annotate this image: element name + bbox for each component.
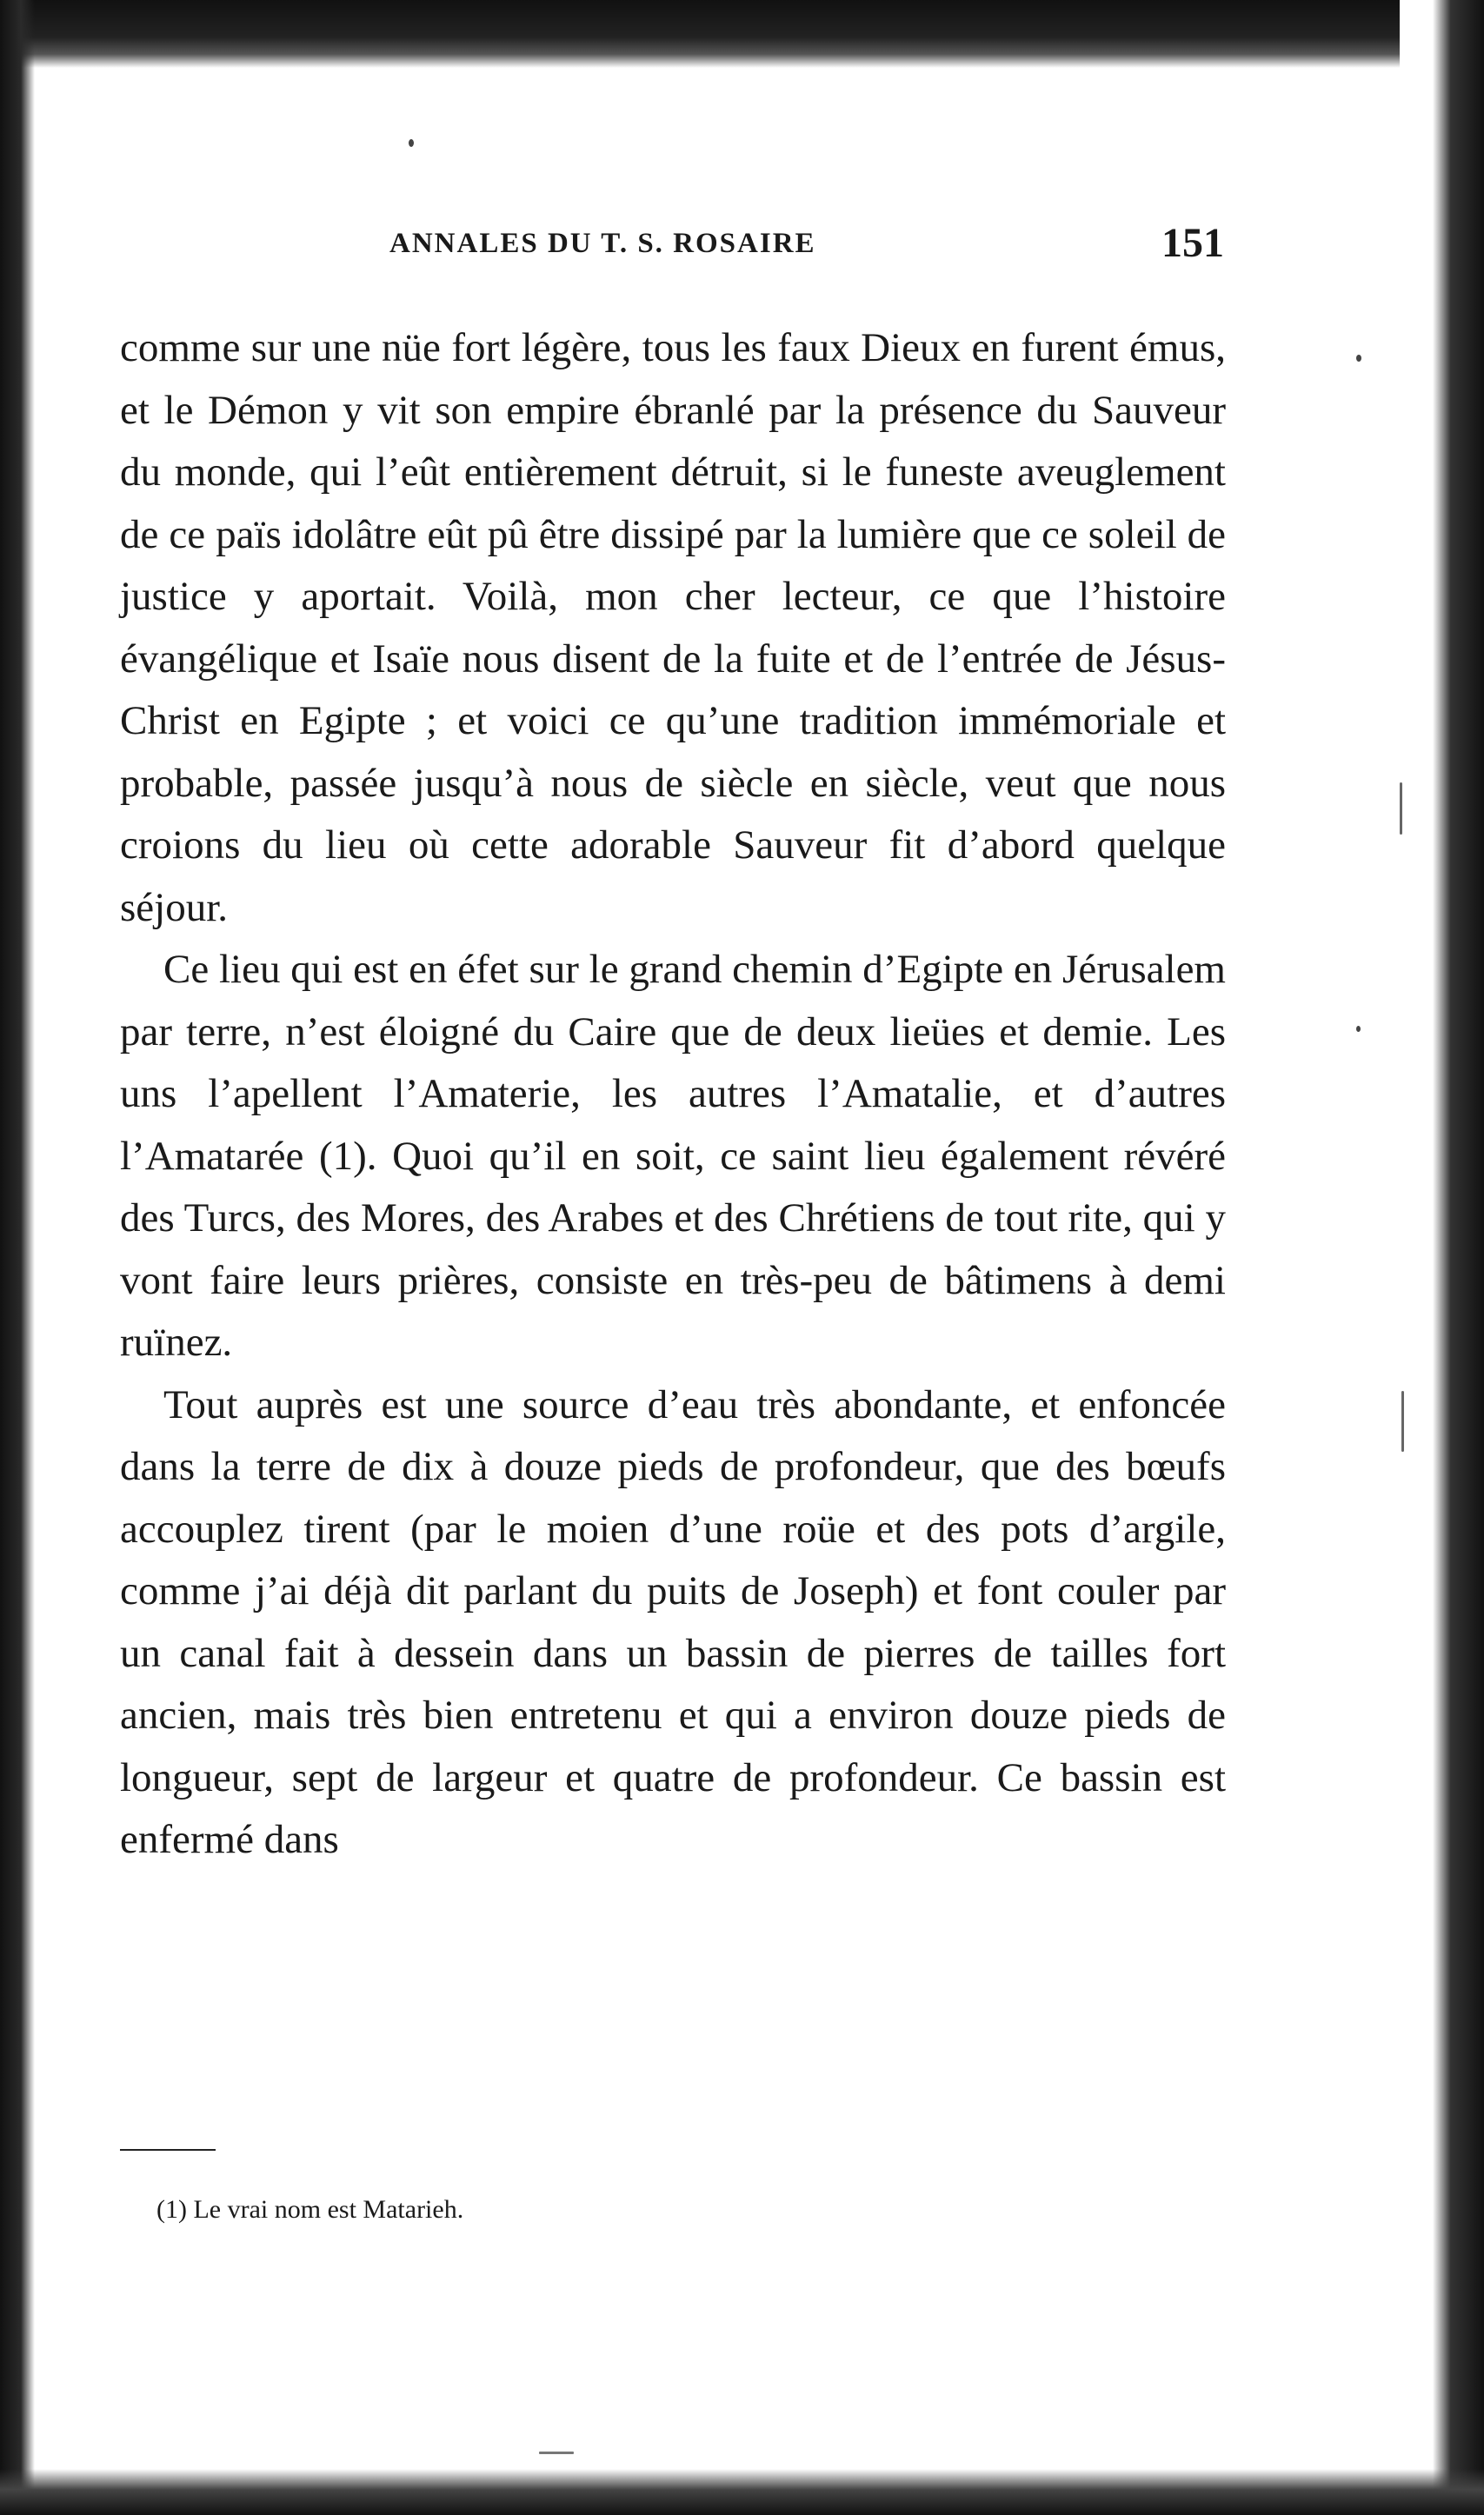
scan-speck: [409, 139, 414, 147]
page-number: 151: [1161, 220, 1224, 266]
scan-border-left: [0, 0, 35, 2515]
scan-border-top: [0, 0, 1400, 68]
scan-speck: [1401, 1391, 1404, 1452]
running-head: [389, 220, 1224, 268]
scan-speck: [1356, 1026, 1361, 1032]
footnote-rule: [120, 2149, 216, 2151]
scan-speck: [1356, 355, 1361, 362]
scan-border-right: [1433, 0, 1484, 2515]
body-text: [120, 317, 1226, 1872]
paragraph: Tout auprès est une source d’eau très abondante, et enfoncée dans la terre de dix à douze pieds de profondeur, que des bœufs accouplez tirent (par le moien d’une roüe et des pots d’argile, comme j’ai déjà dit parlant du puits de Joseph) et font couler par un canal fait à dessein dans un bassin de pierres de tailles fort ancien, mais très bien entretenu et qui a environ douze pieds de longueur, sept de largeur et quatre de profondeur. Ce bassin est enfermé dans: [120, 1381, 1226, 1862]
paragraph: comme sur une nüe fort légère, tous les faux Dieux en furent émus, et le Démon y vit son empire ébranlé par la présence du Sauveur du monde, qui l’eût entièrement détruit, si le funeste aveuglement de ce païs idolâtre eût pû être dissipé par la lumière que ce soleil de justice y aportait. Voilà, mon cher lecteur, ce que l’histoire évangélique et Isaïe nous disent de la fuite et de l’entrée de Jésus-Christ en Egipte ; et voici ce qu’une tradition immémoriale et probable, passée jusqu’à nous de siècle en siècle, veut que nous croions du lieu où cette adorable Sauveur fit d’abord quelque séjour.: [120, 325, 1226, 930]
paragraph: Ce lieu qui est en éfet sur le grand chemin d’Egipte en Jérusalem par terre, n’est éloigné du Caire que de deux lieües et demie. Les uns l’apellent l’Amaterie, les autres l’Amatalie, et d’autres l’Amatarée (1). Quoi qu’il en soit, ce saint lieu également révéré des Turcs, des Mores, des Arabes et des Chrétiens de tout rite, qui y vont faire leurs prières, consiste en très-peu de bâtimens à demi ruïnez.: [120, 947, 1226, 1365]
footnote: (1) Le vrai nom est Matarieh.: [156, 2195, 464, 2224]
scan-border-bottom: [0, 2469, 1484, 2515]
running-title: ANNALES DU T. S. ROSAIRE: [389, 228, 816, 259]
scan-speck: [539, 2452, 574, 2454]
scan-speck: [1400, 782, 1402, 835]
